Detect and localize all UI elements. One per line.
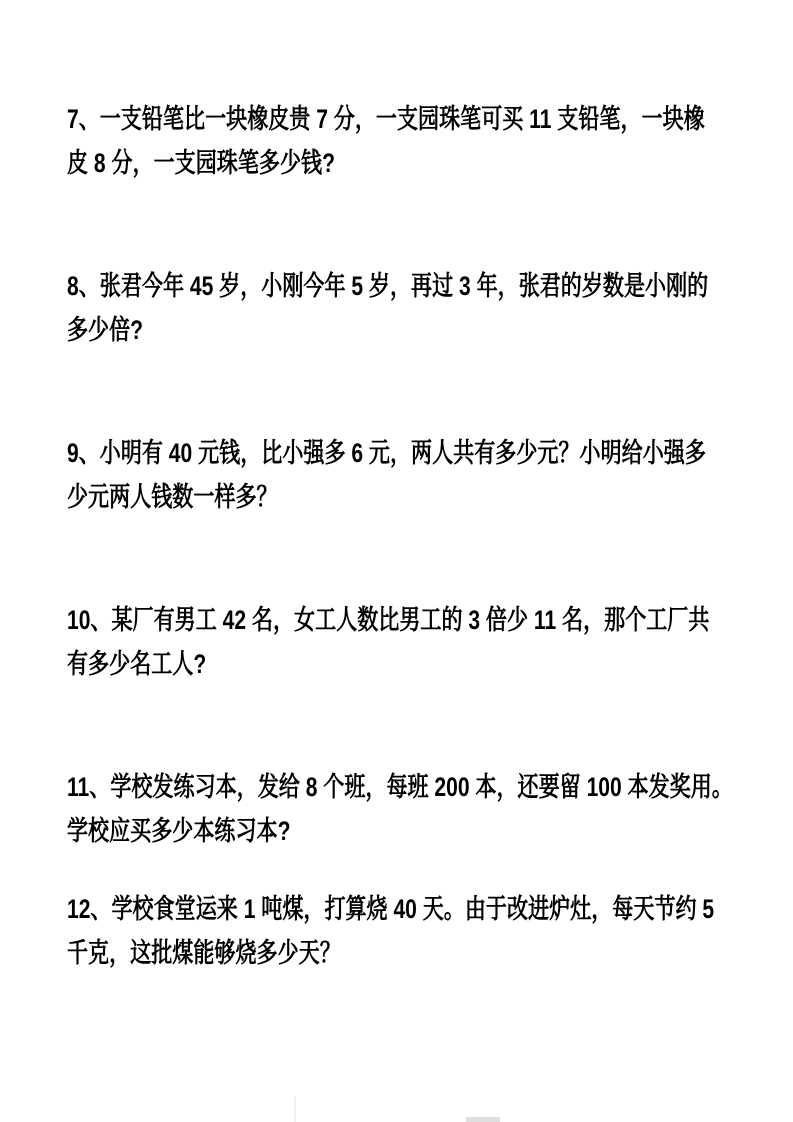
worksheet-page [67,97,767,1054]
problem-9-line-2: 少元两人钱数一样多？ [67,482,278,512]
problem-11 [67,765,767,853]
problem-12-line-2: 千克，这批煤能够烧多少天？ [67,938,341,968]
scan-artifact-gray-bar [466,1117,500,1122]
problem-10 [67,598,767,686]
scan-artifact-vertical-line [294,1096,296,1122]
problem-7-line-1: 7、一支铅笔比一块橡皮贵 7 分，一支园珠笔可买 11 支铅笔，一块橡 [67,104,705,134]
problem-8-line-2: 多少倍? [67,315,144,345]
problem-11-line-1: 11、学校发练习本，发给 8 个班，每班 200 本，还要留 100 本发奖用。 [67,772,733,802]
problem-9-line-1: 9、小明有 40 元钱，比小强多 6 元，两人共有多少元？小明给小强多 [67,438,706,468]
problem-7-line-2: 皮 8 分，一支园珠笔多少钱? [67,148,335,178]
problem-8 [67,264,767,352]
problem-8-line-1: 8、张君今年 45 岁，小刚今年 5 岁，再过 3 年，张君的岁数是小刚的 [67,271,709,301]
problem-9 [67,431,767,519]
problem-7 [67,97,767,185]
problem-12-line-1: 12、学校食堂运来 1 吨煤，打算烧 40 天。由于改进炉灶，每天节约 5 [67,894,715,924]
problem-10-line-1: 10、某厂有男工 42 名，女工人数比男工的 3 倍少 11 名，那个工厂共 [67,605,710,635]
problem-12 [67,887,767,975]
problem-11-line-2: 学校应买多少本练习本? [67,816,291,846]
problem-10-line-2: 有多少名工人? [67,649,207,679]
